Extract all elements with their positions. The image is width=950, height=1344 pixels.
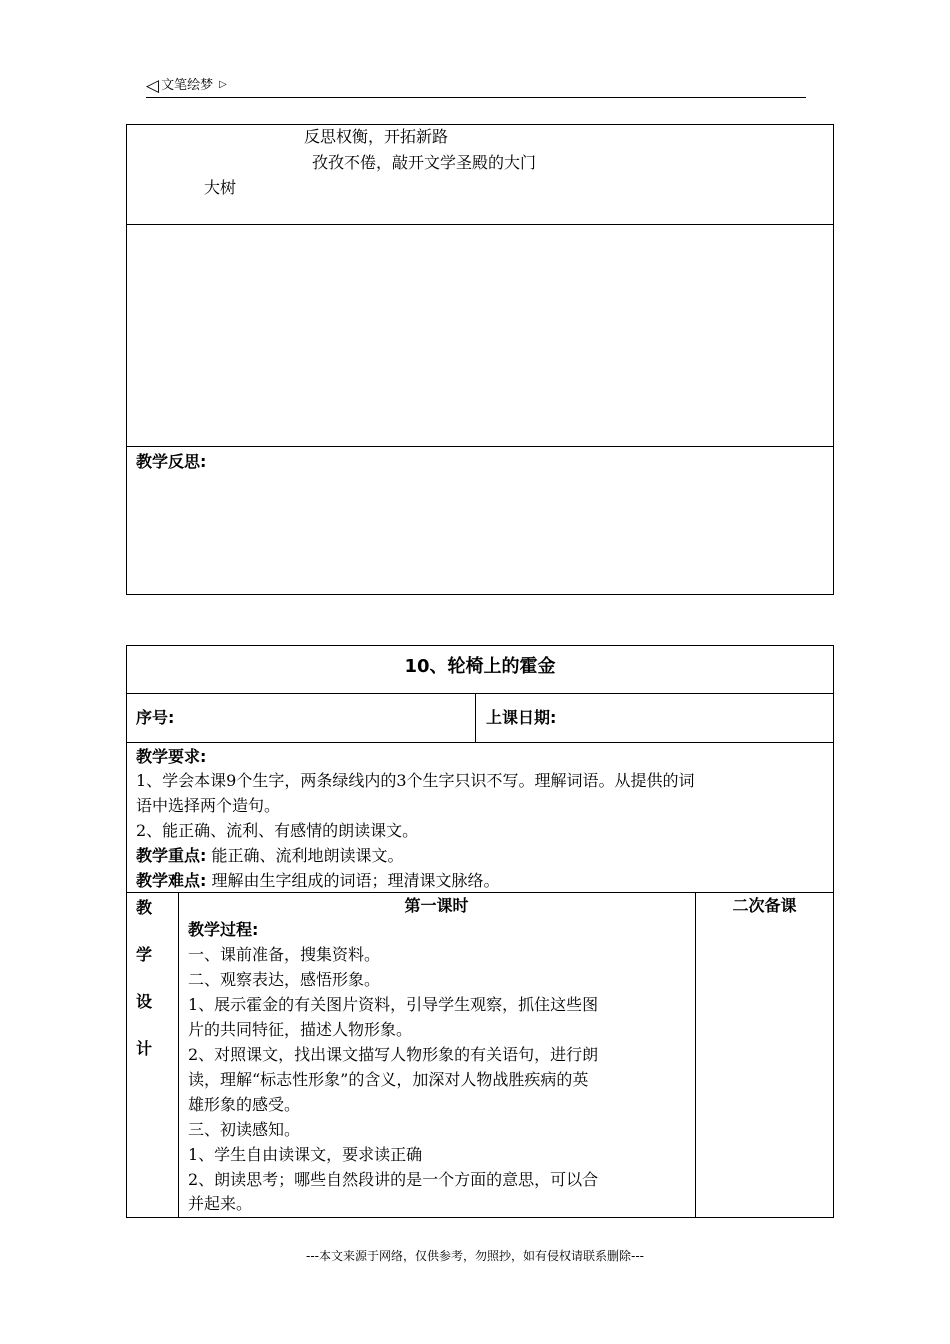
side-char-2: 学 [136, 945, 153, 964]
side-char-4: 计 [136, 1039, 153, 1058]
table-2-divider-req [126, 892, 834, 893]
table-1-divider-2 [126, 446, 834, 447]
text-line-1: 反思权衡，开拓新路 [304, 127, 449, 146]
table-2-divider-serial [126, 742, 834, 743]
key-point-text: 能正确、流利地朗读课文。 [211, 846, 404, 865]
difficulty-label: 教学难点: [136, 871, 207, 890]
page-header [146, 74, 227, 96]
lesson-title: 10、轮椅上的霍金 [404, 656, 556, 677]
difficulty-point [136, 870, 500, 892]
date-label: 上课日期: [486, 708, 557, 727]
process-line: 片的共同特征，描述人物形象。 [188, 1020, 413, 1039]
table-2-col-divider-second [695, 892, 696, 1218]
process-line: 二、观察表达，感悟形象。 [188, 970, 381, 989]
requirements-label: 教学要求: [136, 747, 207, 766]
header-rule [146, 97, 806, 98]
side-char-1: 教 [136, 898, 153, 917]
process-line: 1、学生自由读课文，要求读正确 [188, 1145, 423, 1164]
process-line: 2、对照课文，找出课文描写人物形象的有关语句，进行朗 [188, 1045, 599, 1064]
brand-text: 文笔绘梦 [161, 78, 214, 93]
key-point [136, 845, 404, 867]
difficulty-text: 理解由生字组成的词语；理清课文脉络。 [211, 871, 500, 890]
requirement-1-line-2: 语中选择两个造句。 [136, 796, 281, 815]
left-triangle-icon: ◁ [146, 76, 160, 96]
right-triangle-icon: ▷ [219, 79, 227, 90]
table-2-col-divider-serial [475, 693, 476, 742]
first-lesson-heading: 第一课时 [404, 896, 469, 915]
table-2-col-divider-side [178, 892, 179, 1218]
process-label: 教学过程: [188, 920, 259, 939]
page-footer: ---本文来源于网络，仅供参考，勿照抄，如有侵权请联系删除--- [306, 1249, 644, 1263]
serial-label: 序号: [136, 708, 175, 727]
process-line: 1、展示霍金的有关图片资料，引导学生观察，抓住这些图 [188, 995, 599, 1014]
process-line: 2、朗读思考；哪些自然段讲的是一个方面的意思，可以合 [188, 1170, 599, 1189]
text-line-2: 孜孜不倦，敲开文学圣殿的大门 [312, 153, 537, 172]
requirement-2: 2、能正确、流利、有感情的朗读课文。 [136, 821, 419, 840]
process-line: 读，理解“标志性形象”的含义，加深对人物战胜疾病的英 [188, 1070, 589, 1089]
table-1-divider-1 [126, 224, 834, 225]
table-2-divider-title [126, 693, 834, 694]
text-line-3: 大树 [204, 178, 237, 197]
process-line: 并起来。 [188, 1194, 253, 1213]
second-prep-heading: 二次备课 [732, 896, 797, 915]
side-char-3: 设 [136, 992, 153, 1011]
process-line: 三、初读感知。 [188, 1120, 301, 1139]
key-point-label: 教学重点: [136, 846, 207, 865]
process-line: 雄形象的感受。 [188, 1095, 301, 1114]
reflection-label: 教学反思: [136, 452, 207, 471]
process-line: 一、课前准备，搜集资料。 [188, 945, 381, 964]
requirement-1-line-1: 1、学会本课9个生字，两条绿线内的3个生字只识不写。理解词语。从提供的词 [136, 771, 695, 790]
